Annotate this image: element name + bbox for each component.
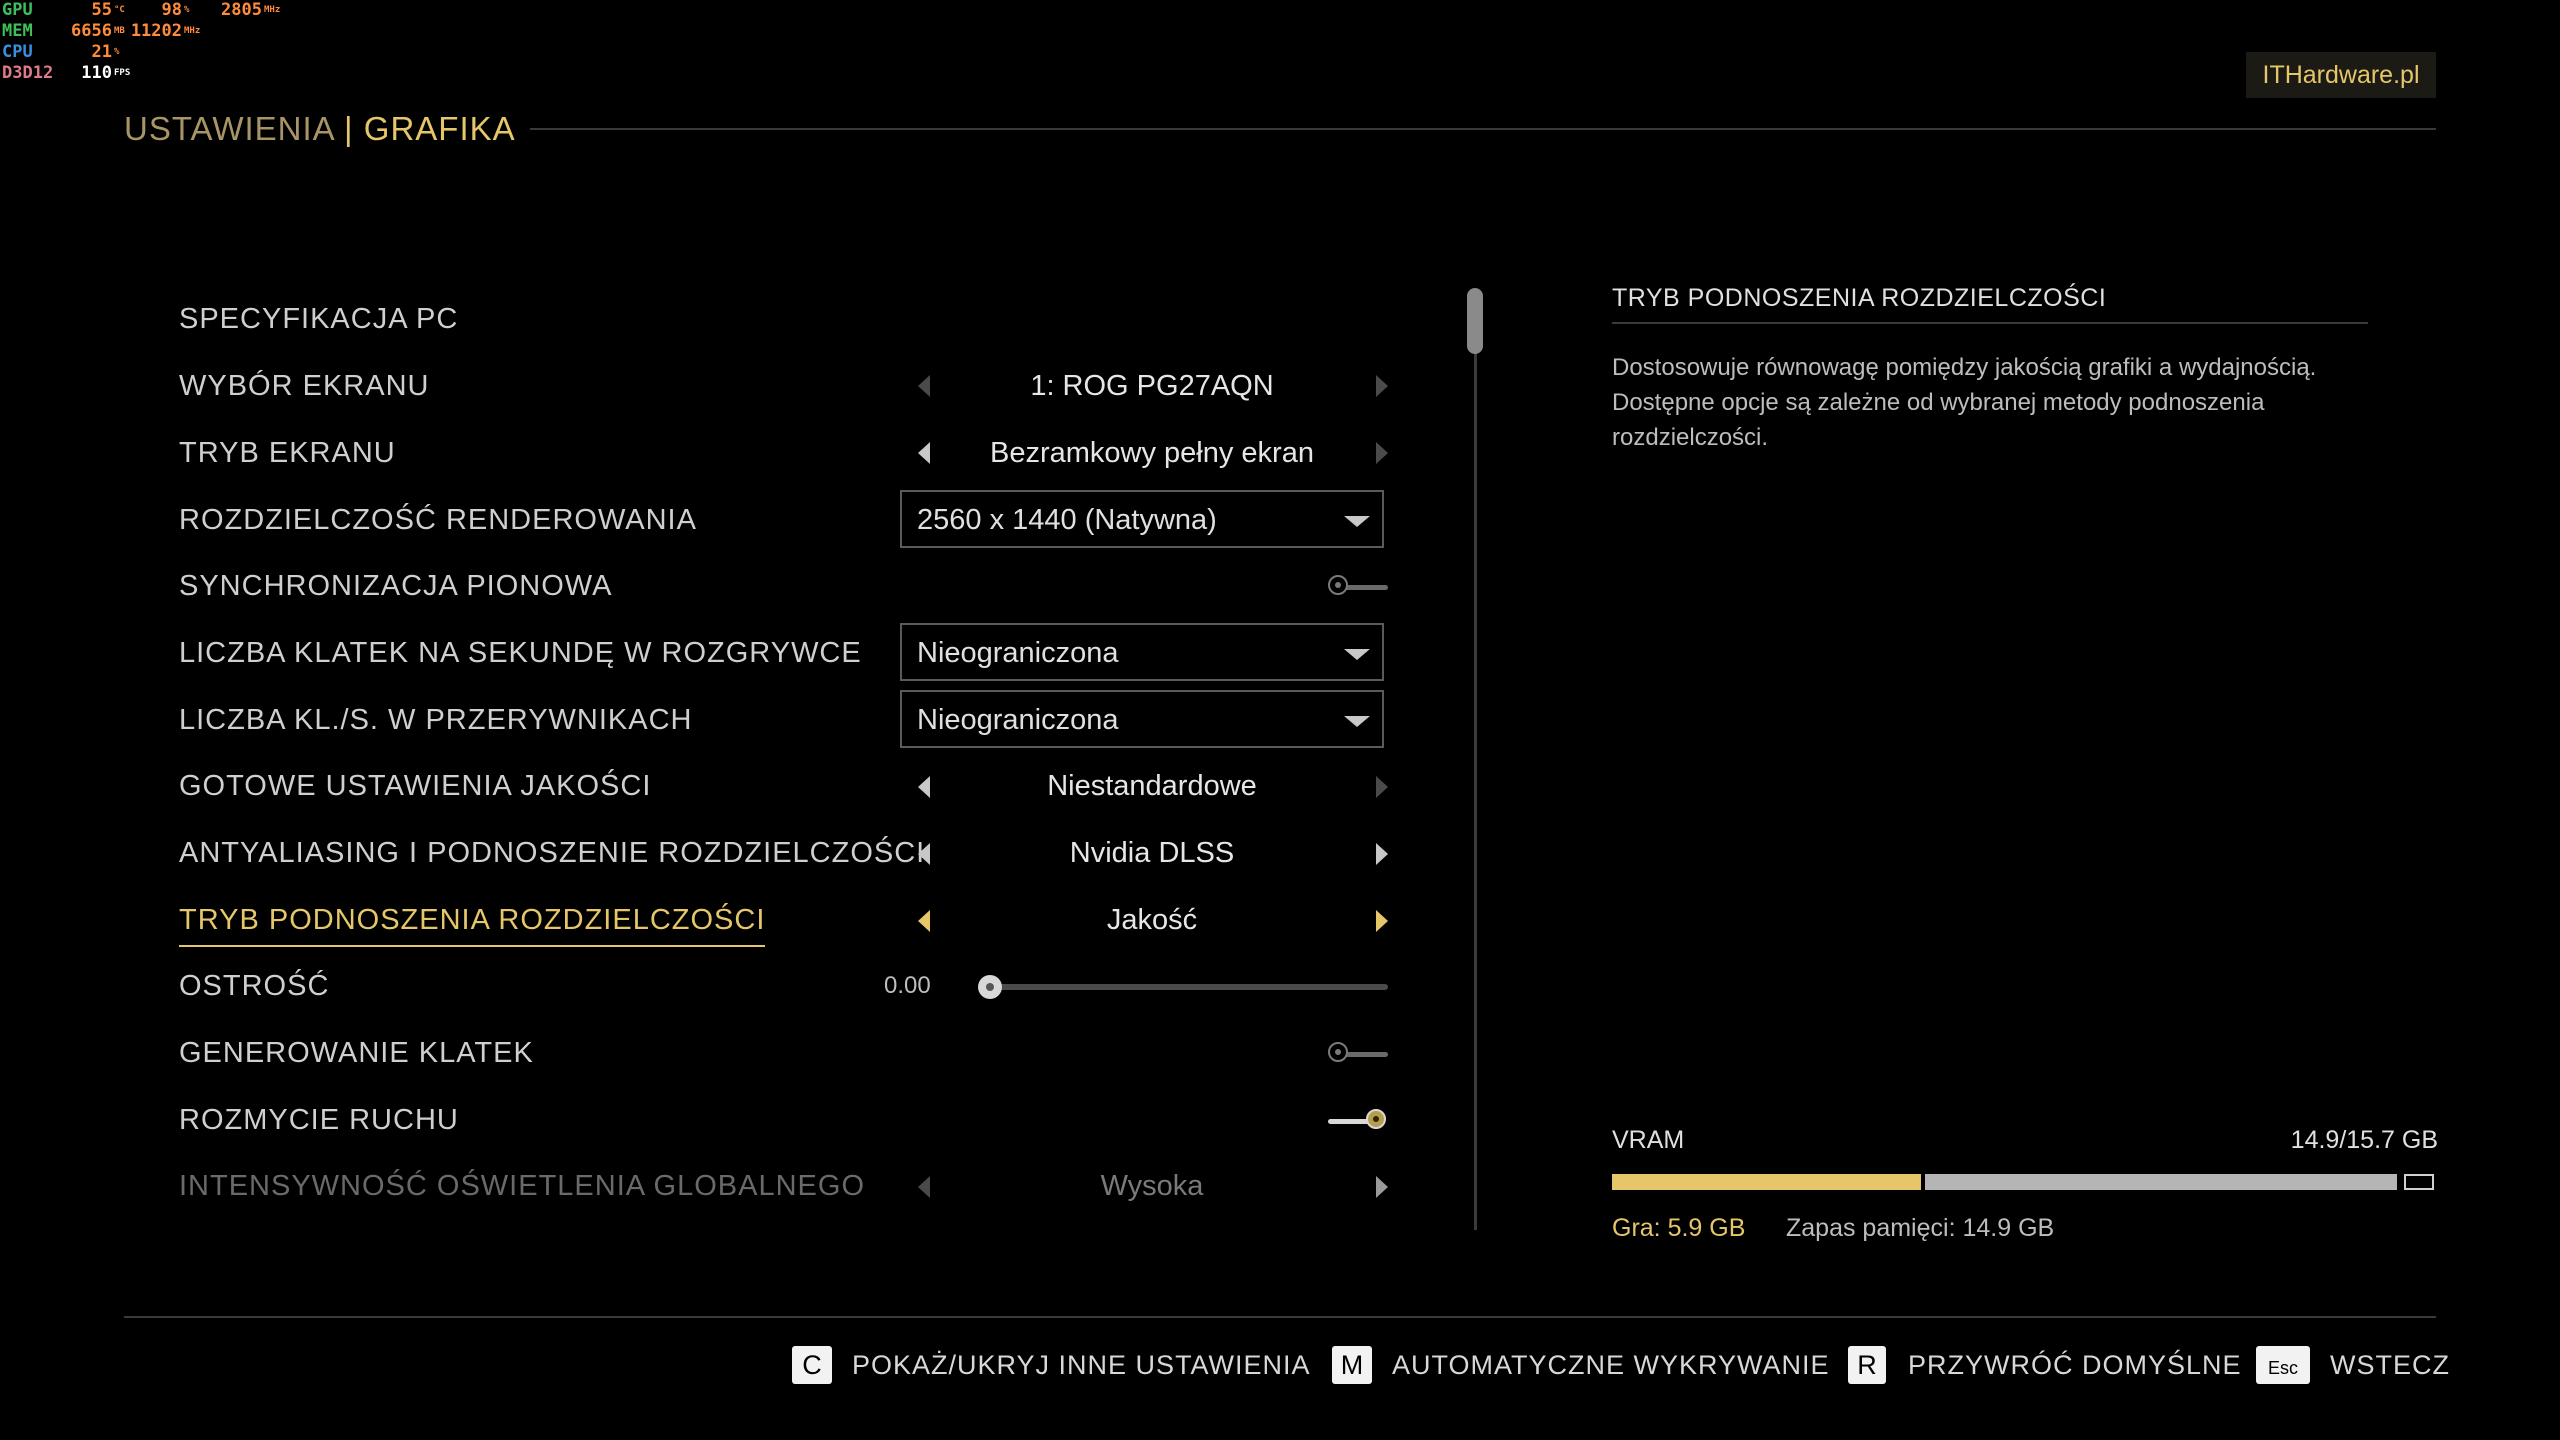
description-text: Dostosowuje równowagę pomiędzy jakością grafiki a wydajnością. Dostępne opcje są zależne od wybranej metody podnoszenia rozdzielczości. xyxy=(1612,354,2317,451)
watermark-badge: ITHardware.pl xyxy=(2246,52,2436,98)
osd-gpu-load: 98 xyxy=(161,0,182,20)
vram-free-segment xyxy=(2404,1174,2434,1190)
restore-defaults-button[interactable]: PRZYWRÓĆ DOMYŚLNE xyxy=(1908,1350,2242,1380)
breadcrumb-page: GRAFIKA xyxy=(363,110,516,147)
key-esc-icon[interactable]: Esc xyxy=(2256,1346,2310,1384)
setting-upscaling-mode-label[interactable]: TRYB PODNOSZENIA ROZDZIELCZOŚCI xyxy=(179,904,765,947)
osd-gpu-clock-unit: MHz xyxy=(264,5,281,15)
vram-game-segment xyxy=(1612,1174,1921,1190)
render-resolution-dropdown[interactable] xyxy=(900,490,1384,548)
render-resolution-value: 2560 x 1440 (Natywna) xyxy=(917,504,1217,536)
breadcrumb xyxy=(124,110,516,148)
osd-mem-clock-unit: MHz xyxy=(184,26,201,36)
breadcrumb-section[interactable]: USTAWIENIA xyxy=(124,110,334,147)
breadcrumb-separator: | xyxy=(344,110,354,147)
osd-fps-unit: FPS xyxy=(114,68,131,78)
chevron-down-icon xyxy=(1344,516,1370,527)
toggle-other-settings-button[interactable]: POKAŻ/UKRYJ INNE USTAWIENIA xyxy=(852,1350,1311,1380)
auto-detect-button[interactable]: AUTOMATYCZNE WYKRYWANIE xyxy=(1392,1350,1830,1380)
setting-quality-preset-label[interactable]: GOTOWE USTAWIENIA JAKOŚCI xyxy=(179,770,652,802)
display-next-arrow-icon[interactable] xyxy=(1376,375,1388,397)
cutscene-fps-value: Nieograniczona xyxy=(917,704,1119,736)
quality-preset-value: Niestandardowe xyxy=(1047,770,1257,802)
osd-gpu-temp: 55 xyxy=(91,0,112,20)
sharpness-value: 0.00 xyxy=(884,972,931,999)
sharpness-slider[interactable] xyxy=(980,984,1388,990)
vram-total: 14.9/15.7 GB xyxy=(2290,1126,2438,1154)
osd-mem-clock: 11202 xyxy=(130,21,182,41)
osd-cpu-label: CPU xyxy=(2,42,33,62)
setting-pc-specs[interactable]: SPECYFIKACJA PC xyxy=(179,303,459,335)
setting-sharpness-label[interactable]: OSTROŚĆ xyxy=(179,970,330,1002)
footer-divider xyxy=(124,1316,2436,1318)
setting-screen-mode-label[interactable]: TRYB EKRANU xyxy=(179,437,396,469)
back-button[interactable]: WSTECZ xyxy=(2330,1350,2450,1380)
chevron-down-icon xyxy=(1344,716,1370,727)
setting-gi-intensity-label[interactable]: INTENSYWNOŚĆ OŚWIETLENIA GLOBALNEGO xyxy=(179,1170,866,1202)
motion-blur-toggle[interactable] xyxy=(1328,1109,1390,1133)
setting-vsync-label[interactable]: SYNCHRONIZACJA PIONOWA xyxy=(179,570,613,602)
screen-mode-next-arrow-icon[interactable] xyxy=(1376,442,1388,464)
key-c-icon[interactable]: C xyxy=(792,1346,832,1384)
osd-fps: 110 xyxy=(81,63,112,83)
header-divider xyxy=(530,128,2436,130)
upscaling-mode-next-arrow-icon[interactable] xyxy=(1376,910,1388,932)
chevron-down-icon xyxy=(1344,649,1370,660)
gi-intensity-value: Wysoka xyxy=(1100,1170,1204,1202)
antialiasing-next-arrow-icon[interactable] xyxy=(1376,843,1388,865)
osd-mem-used-unit: MB xyxy=(114,26,125,36)
frame-generation-toggle[interactable] xyxy=(1328,1042,1390,1066)
key-r-icon[interactable]: R xyxy=(1848,1346,1886,1384)
setting-render-resolution-label[interactable]: ROZDZIELCZOŚĆ RENDEROWANIA xyxy=(179,504,697,536)
vram-reserve: Zapas pamięci: 14.9 GB xyxy=(1786,1214,2055,1242)
display-select-value: 1: ROG PG27AQN xyxy=(1030,370,1274,402)
quality-preset-next-arrow-icon[interactable] xyxy=(1376,776,1388,798)
cutscene-fps-dropdown[interactable] xyxy=(900,690,1384,748)
slider-handle[interactable] xyxy=(978,975,1002,999)
osd-mem-label: MEM xyxy=(2,21,33,41)
upscaling-mode-value: Jakość xyxy=(1106,904,1198,936)
setting-antialiasing-label[interactable]: ANTYALIASING I PODNOSZENIE ROZDZIELCZOŚCI xyxy=(179,837,926,869)
gi-intensity-next-arrow-icon[interactable] xyxy=(1376,1176,1388,1198)
antialiasing-value: Nvidia DLSS xyxy=(1069,837,1235,869)
vram-game-usage: Gra: 5.9 GB xyxy=(1612,1214,1746,1242)
setting-motion-blur-label[interactable]: ROZMYCIE RUCHU xyxy=(179,1104,459,1136)
settings-scrollbar[interactable] xyxy=(1474,290,1477,1230)
key-m-icon[interactable]: M xyxy=(1332,1346,1372,1384)
description-divider xyxy=(1612,322,2368,324)
vram-label: VRAM xyxy=(1612,1126,1685,1154)
scrollbar-thumb[interactable] xyxy=(1467,288,1483,354)
osd-gpu-label: GPU xyxy=(2,0,33,20)
vsync-toggle[interactable] xyxy=(1328,575,1390,599)
vram-other-segment xyxy=(1925,1174,2397,1190)
osd-gpu-clock: 2805 xyxy=(221,0,262,20)
osd-cpu-load-unit: % xyxy=(114,47,120,57)
screen-mode-value: Bezramkowy pełny ekran xyxy=(990,437,1314,469)
osd-api-label: D3D12 xyxy=(2,63,54,83)
osd-mem-used: 6656 xyxy=(71,21,112,41)
setting-display-select-label[interactable]: WYBÓR EKRANU xyxy=(179,370,430,402)
gameplay-fps-dropdown[interactable] xyxy=(900,623,1384,681)
setting-gameplay-fps-label[interactable]: LICZBA KLATEK NA SEKUNDĘ W ROZGRYWCE xyxy=(179,637,862,669)
setting-frame-generation-label[interactable]: GENEROWANIE KLATEK xyxy=(179,1037,534,1069)
gameplay-fps-value: Nieograniczona xyxy=(917,637,1119,669)
osd-cpu-load: 21 xyxy=(91,42,112,62)
description-title: TRYB PODNOSZENIA ROZDZIELCZOŚCI xyxy=(1612,284,2107,312)
performance-overlay xyxy=(2,0,292,84)
osd-gpu-load-unit: % xyxy=(184,5,190,15)
osd-gpu-temp-unit: °C xyxy=(114,5,125,15)
setting-cutscene-fps-label[interactable]: LICZBA KL./S. W PRZERYWNIKACH xyxy=(179,704,693,736)
